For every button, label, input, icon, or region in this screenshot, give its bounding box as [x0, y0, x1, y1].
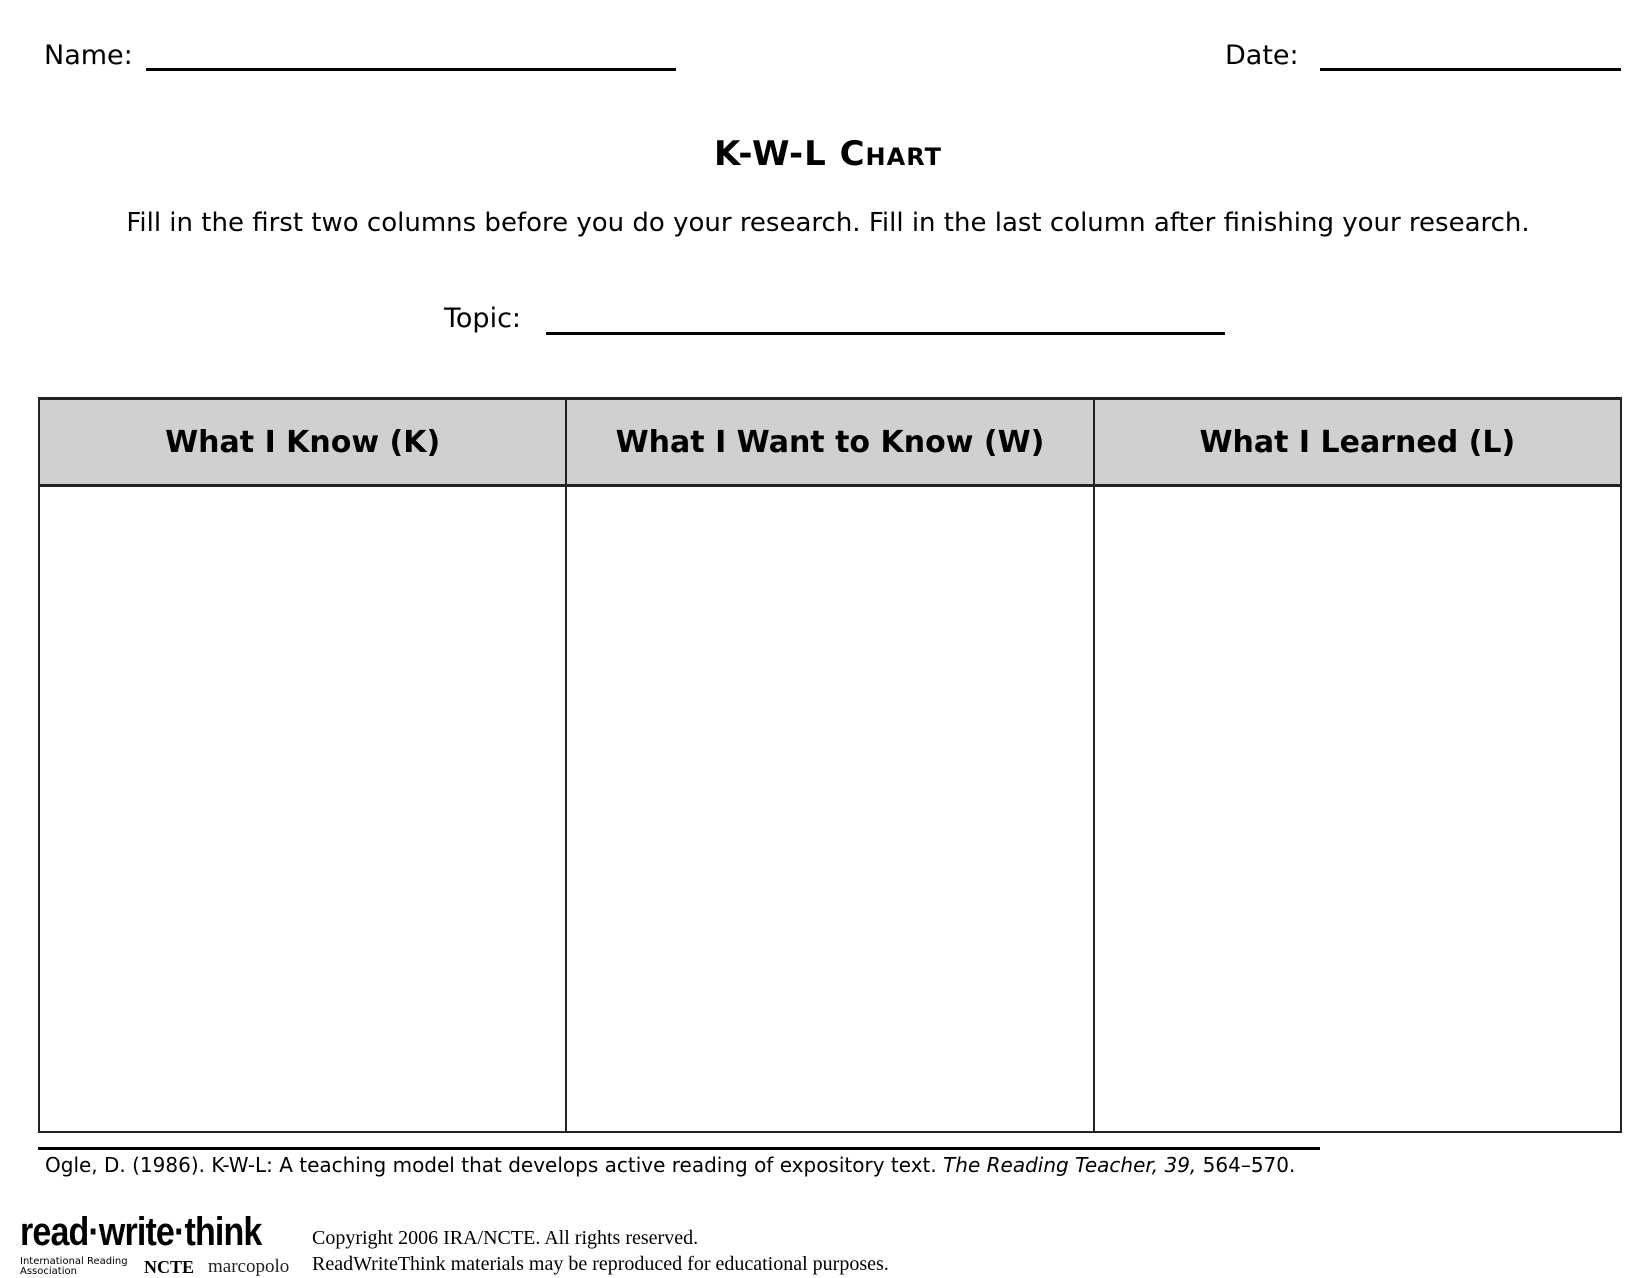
- instructions: Fill in the first two columns before you do your research. Fill in the last column after finishing your research.: [126, 208, 1530, 238]
- name-field[interactable]: [146, 68, 676, 71]
- date-field[interactable]: [1320, 68, 1621, 71]
- date-label: Date:: [1225, 40, 1299, 71]
- kwl-table: [38, 397, 1622, 1133]
- ira-logo: International Reading Association: [20, 1256, 128, 1277]
- topic-field[interactable]: [546, 332, 1225, 335]
- marcopolo-logo: marcopolo: [208, 1256, 290, 1277]
- logo-wordmark: read·write·think: [20, 1210, 262, 1254]
- copyright-text: Copyright 2006 IRA/NCTE. All rights reserved.: [312, 1227, 699, 1249]
- column-header-want: What I Want to Know (W): [566, 399, 1093, 486]
- citation-journal: The Reading Teacher, 39,: [943, 1153, 1197, 1177]
- topic-label: Topic:: [444, 303, 522, 334]
- know-cell[interactable]: [39, 486, 566, 1133]
- citation-divider: [38, 1147, 1320, 1150]
- name-label: Name:: [44, 40, 133, 71]
- citation: [45, 1153, 1295, 1177]
- ncte-logo: NCTE: [144, 1256, 195, 1277]
- citation-pages: 564–570.: [1202, 1153, 1296, 1177]
- reproduction-notice: ReadWriteThink materials may be reproduced for educational purposes.: [312, 1253, 889, 1275]
- learned-cell[interactable]: [1094, 486, 1621, 1133]
- column-header-learned: What I Learned (L): [1094, 399, 1621, 486]
- column-header-know: What I Know (K): [39, 399, 566, 486]
- readwritethink-logo: [20, 1212, 304, 1278]
- page-title: K-W-L Chart: [714, 134, 942, 174]
- want-cell[interactable]: [566, 486, 1093, 1133]
- citation-text: Ogle, D. (1986). K-W-L: A teaching model that develops active reading of expository text.: [45, 1153, 937, 1177]
